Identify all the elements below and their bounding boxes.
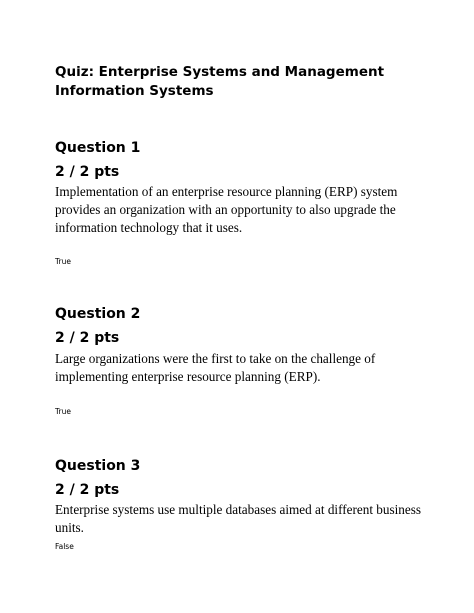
question-heading: Question 2 (55, 306, 141, 322)
question-text: Implementation of an enterprise resource planning (ERP) system provides an organization with an opportunity to also upgrade the information technology that it uses. (55, 184, 398, 235)
question-points: 2 / 2 pts (55, 330, 120, 346)
question-points: 2 / 2 pts (55, 164, 120, 180)
question-text: Enterprise systems use multiple databases aimed at different business units. (55, 502, 421, 535)
question-answer: True (55, 407, 71, 416)
question-answer: False (55, 542, 74, 551)
document-title: Quiz: Enterprise Systems and Management Information Systems (55, 64, 385, 99)
question-heading: Question 1 (55, 140, 141, 156)
question-text: Large organizations were the first to take on the challenge of implementing enterprise resource planning (ERP). (55, 351, 376, 384)
question-points: 2 / 2 pts (55, 482, 120, 498)
question-heading: Question 3 (55, 458, 141, 474)
question-answer: True (55, 257, 71, 266)
